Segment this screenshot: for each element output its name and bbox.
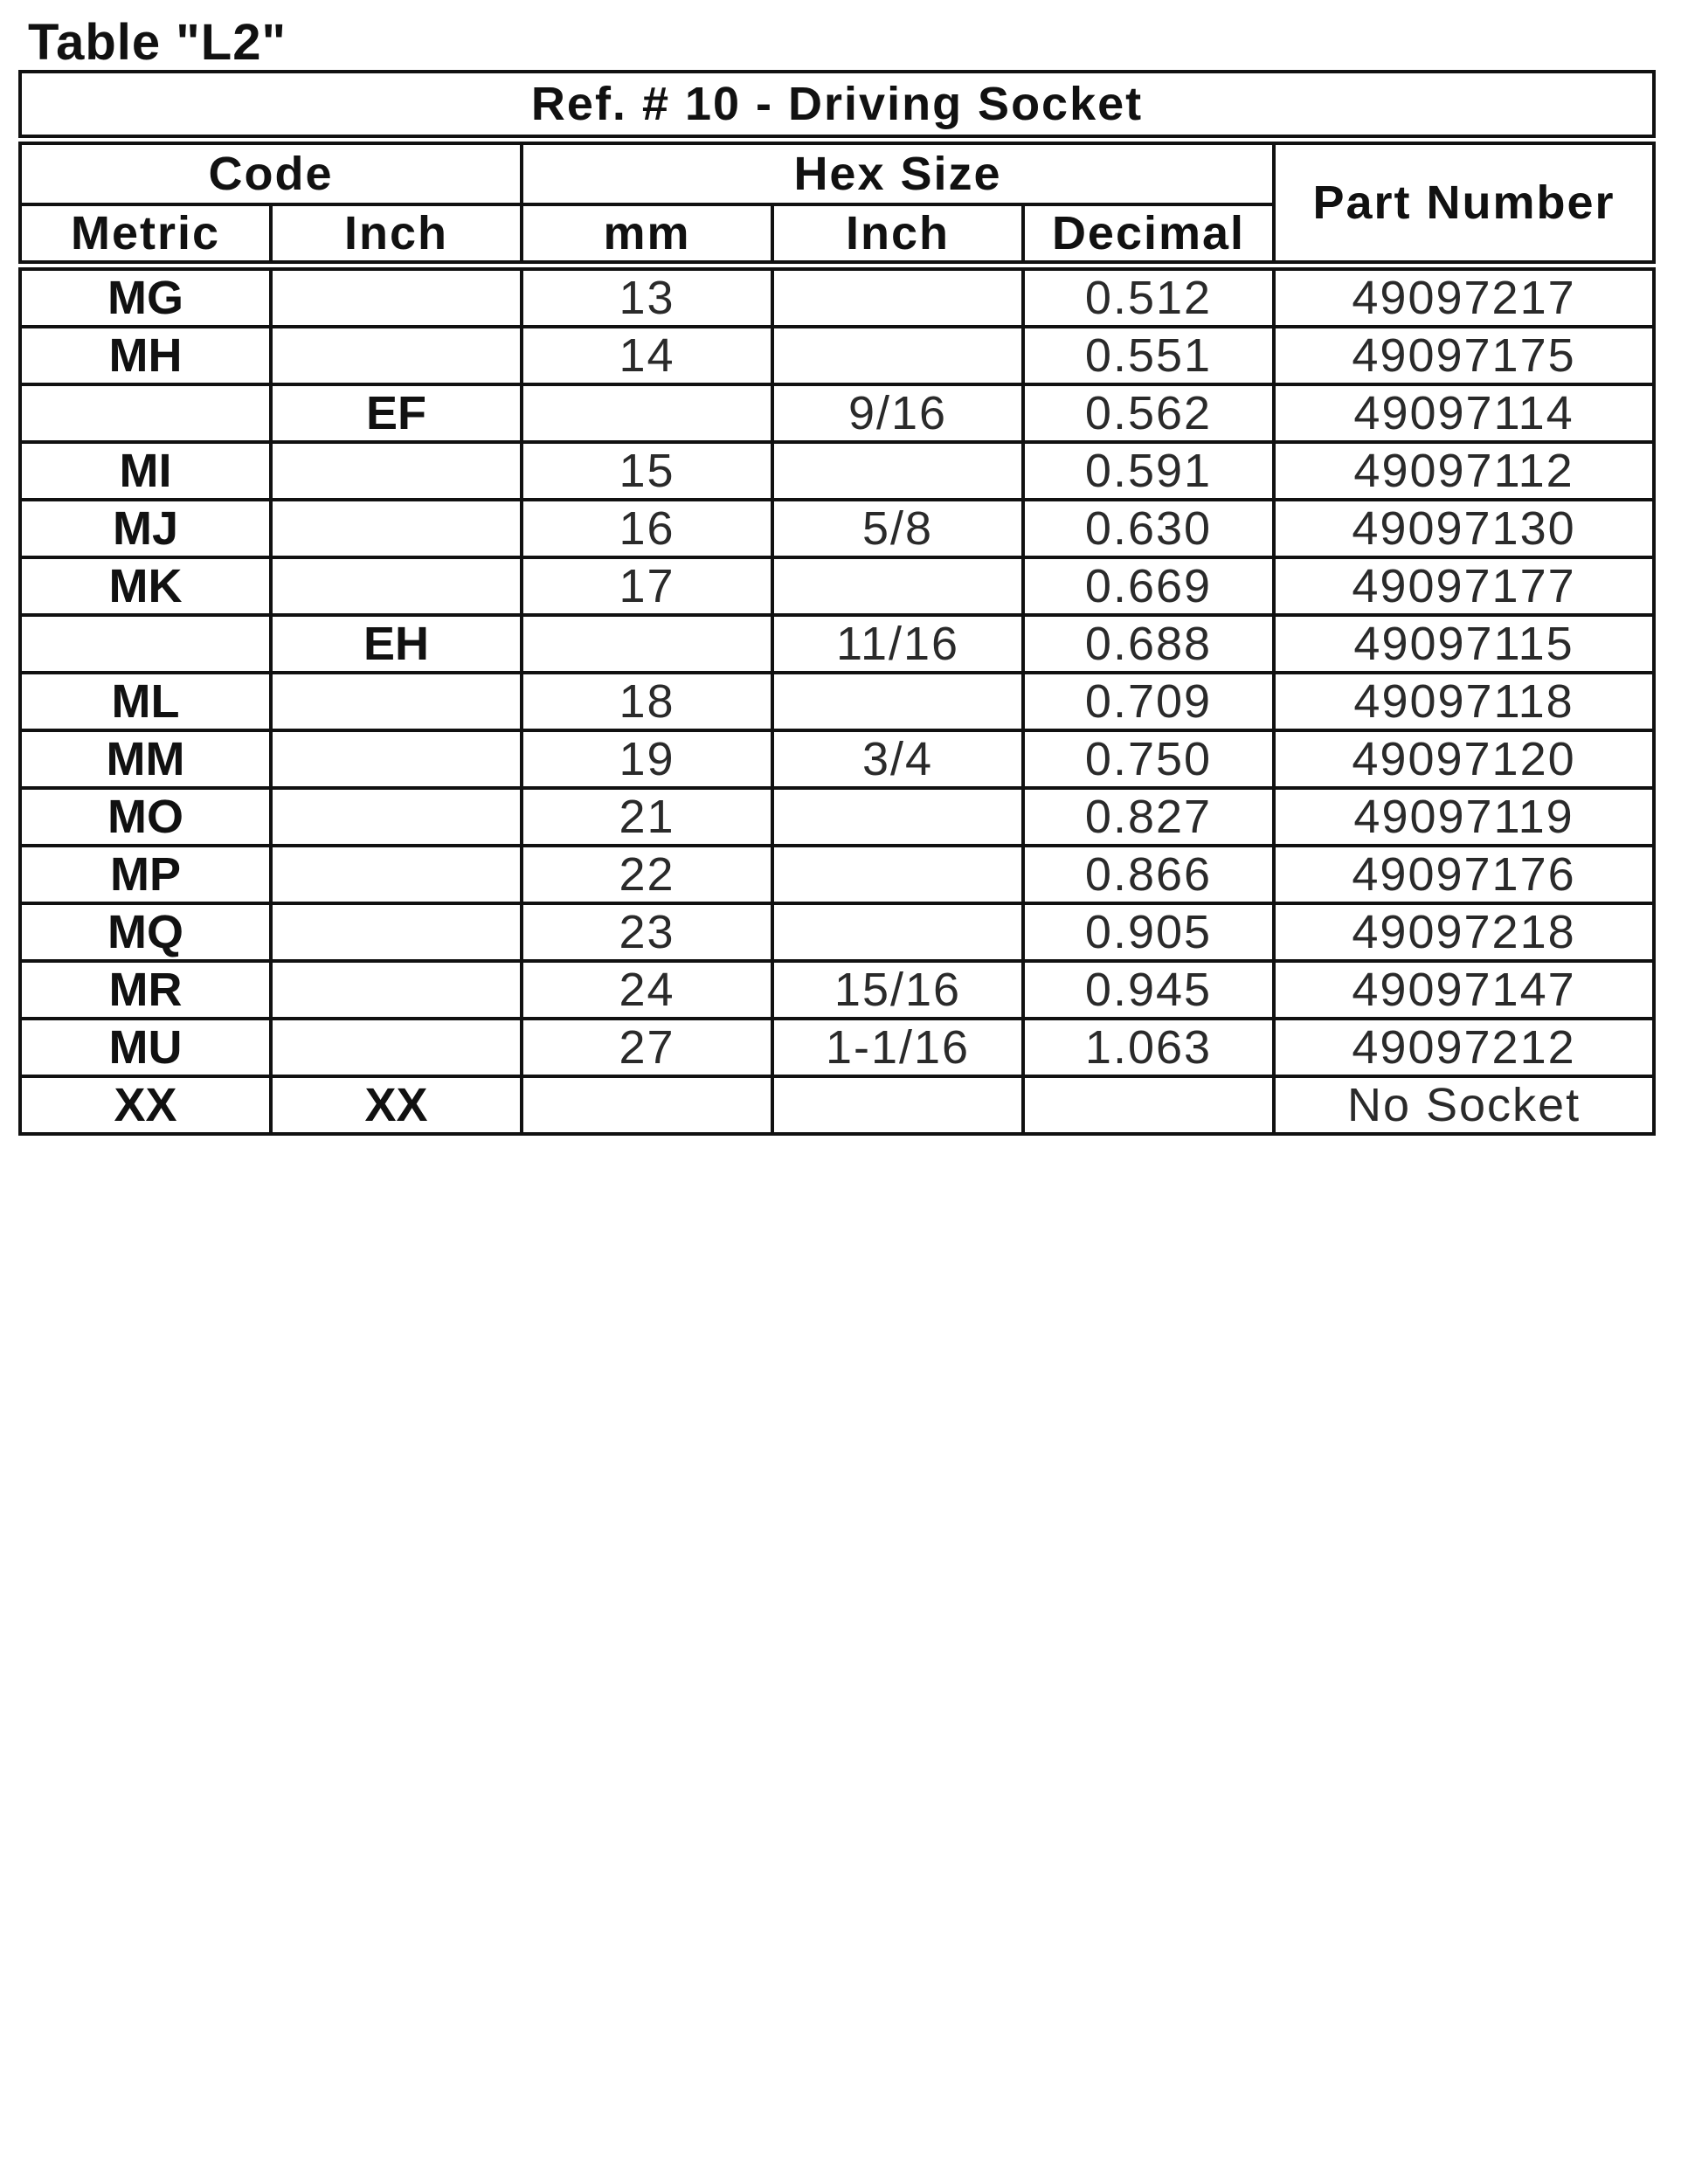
cell-inch-code (271, 673, 522, 730)
cell-mm (522, 384, 772, 442)
cell-decimal: 0.945 (1023, 961, 1274, 1019)
table-row (20, 846, 1654, 903)
cell-inch-code (271, 557, 522, 615)
cell-mm: 14 (522, 327, 772, 384)
cell-decimal: 0.750 (1023, 730, 1274, 788)
table-row (20, 1076, 1654, 1134)
cell-hex-inch (772, 788, 1023, 846)
cell-decimal: 0.709 (1023, 673, 1274, 730)
cell-mm: 19 (522, 730, 772, 788)
table-row (20, 673, 1654, 730)
cell-metric-code: MK (20, 557, 271, 615)
cell-hex-inch (772, 673, 1023, 730)
header-decimal: Decimal (1023, 204, 1274, 266)
cell-metric-code (20, 615, 271, 673)
table-banner: Ref. # 10 - Driving Socket (20, 72, 1654, 140)
cell-decimal: 0.827 (1023, 788, 1274, 846)
cell-metric-code: MJ (20, 500, 271, 557)
cell-hex-inch (772, 557, 1023, 615)
table-row (20, 327, 1654, 384)
cell-mm: 27 (522, 1019, 772, 1076)
cell-inch-code (271, 788, 522, 846)
cell-hex-inch (772, 903, 1023, 961)
table-row (20, 730, 1654, 788)
header-part-number: Part Number (1274, 140, 1654, 266)
cell-decimal: 0.591 (1023, 442, 1274, 500)
cell-hex-inch: 1-1/16 (772, 1019, 1023, 1076)
table-row (20, 961, 1654, 1019)
cell-hex-inch (772, 327, 1023, 384)
cell-metric-code: MG (20, 266, 271, 327)
cell-part-number: No Socket (1274, 1076, 1654, 1134)
cell-metric-code: MU (20, 1019, 271, 1076)
cell-mm: 21 (522, 788, 772, 846)
cell-part-number: 49097119 (1274, 788, 1654, 846)
cell-inch-code (271, 961, 522, 1019)
cell-decimal: 0.905 (1023, 903, 1274, 961)
cell-inch-code (271, 846, 522, 903)
cell-hex-inch (772, 442, 1023, 500)
cell-inch-code: EF (271, 384, 522, 442)
cell-decimal: 0.551 (1023, 327, 1274, 384)
cell-hex-inch: 3/4 (772, 730, 1023, 788)
cell-part-number: 49097120 (1274, 730, 1654, 788)
table-title: Table "L2" (28, 14, 287, 71)
header-code-inch: Inch (271, 204, 522, 266)
cell-decimal: 0.669 (1023, 557, 1274, 615)
cell-mm: 17 (522, 557, 772, 615)
cell-inch-code (271, 903, 522, 961)
cell-metric-code (20, 384, 271, 442)
table-row (20, 903, 1654, 961)
cell-metric-code: MR (20, 961, 271, 1019)
cell-inch-code (271, 266, 522, 327)
cell-part-number: 49097114 (1274, 384, 1654, 442)
cell-inch-code (271, 1019, 522, 1076)
cell-mm: 24 (522, 961, 772, 1019)
cell-inch-code: EH (271, 615, 522, 673)
cell-mm (522, 615, 772, 673)
cell-decimal: 1.063 (1023, 1019, 1274, 1076)
cell-decimal: 0.562 (1023, 384, 1274, 442)
cell-metric-code: MI (20, 442, 271, 500)
table-row (20, 266, 1654, 327)
cell-metric-code: ML (20, 673, 271, 730)
cell-part-number: 49097147 (1274, 961, 1654, 1019)
cell-metric-code: MQ (20, 903, 271, 961)
cell-metric-code: MO (20, 788, 271, 846)
header-mm: mm (522, 204, 772, 266)
cell-hex-inch: 11/16 (772, 615, 1023, 673)
cell-inch-code (271, 442, 522, 500)
cell-inch-code (271, 327, 522, 384)
cell-decimal: 0.688 (1023, 615, 1274, 673)
cell-decimal: 0.866 (1023, 846, 1274, 903)
cell-metric-code: XX (20, 1076, 271, 1134)
cell-mm: 18 (522, 673, 772, 730)
cell-part-number: 49097175 (1274, 327, 1654, 384)
header-hex-size: Hex Size (522, 140, 1274, 204)
cell-part-number: 49097112 (1274, 442, 1654, 500)
cell-decimal: 0.630 (1023, 500, 1274, 557)
cell-mm: 13 (522, 266, 772, 327)
cell-mm: 23 (522, 903, 772, 961)
cell-mm: 15 (522, 442, 772, 500)
cell-hex-inch: 5/8 (772, 500, 1023, 557)
cell-metric-code: MH (20, 327, 271, 384)
table-row (20, 442, 1654, 500)
cell-part-number: 49097218 (1274, 903, 1654, 961)
cell-part-number: 49097118 (1274, 673, 1654, 730)
cell-part-number: 49097130 (1274, 500, 1654, 557)
table-body (20, 266, 1654, 1134)
cell-part-number: 49097115 (1274, 615, 1654, 673)
cell-metric-code: MP (20, 846, 271, 903)
cell-part-number: 49097217 (1274, 266, 1654, 327)
header-hex-inch: Inch (772, 204, 1023, 266)
cell-mm (522, 1076, 772, 1134)
cell-hex-inch (772, 846, 1023, 903)
table-row (20, 615, 1654, 673)
cell-mm: 22 (522, 846, 772, 903)
cell-hex-inch: 15/16 (772, 961, 1023, 1019)
cell-inch-code (271, 500, 522, 557)
cell-hex-inch (772, 266, 1023, 327)
cell-part-number: 49097212 (1274, 1019, 1654, 1076)
cell-part-number: 49097176 (1274, 846, 1654, 903)
header-metric: Metric (20, 204, 271, 266)
table-row (20, 557, 1654, 615)
cell-part-number: 49097177 (1274, 557, 1654, 615)
table-row (20, 788, 1654, 846)
header-code: Code (20, 140, 522, 204)
cell-inch-code (271, 730, 522, 788)
cell-decimal: 0.512 (1023, 266, 1274, 327)
cell-hex-inch: 9/16 (772, 384, 1023, 442)
cell-hex-inch (772, 1076, 1023, 1134)
cell-decimal (1023, 1076, 1274, 1134)
table-row (20, 384, 1654, 442)
table-row (20, 1019, 1654, 1076)
cell-inch-code: XX (271, 1076, 522, 1134)
cell-mm: 16 (522, 500, 772, 557)
cell-metric-code: MM (20, 730, 271, 788)
table-row (20, 500, 1654, 557)
driving-socket-table (18, 70, 1656, 1136)
